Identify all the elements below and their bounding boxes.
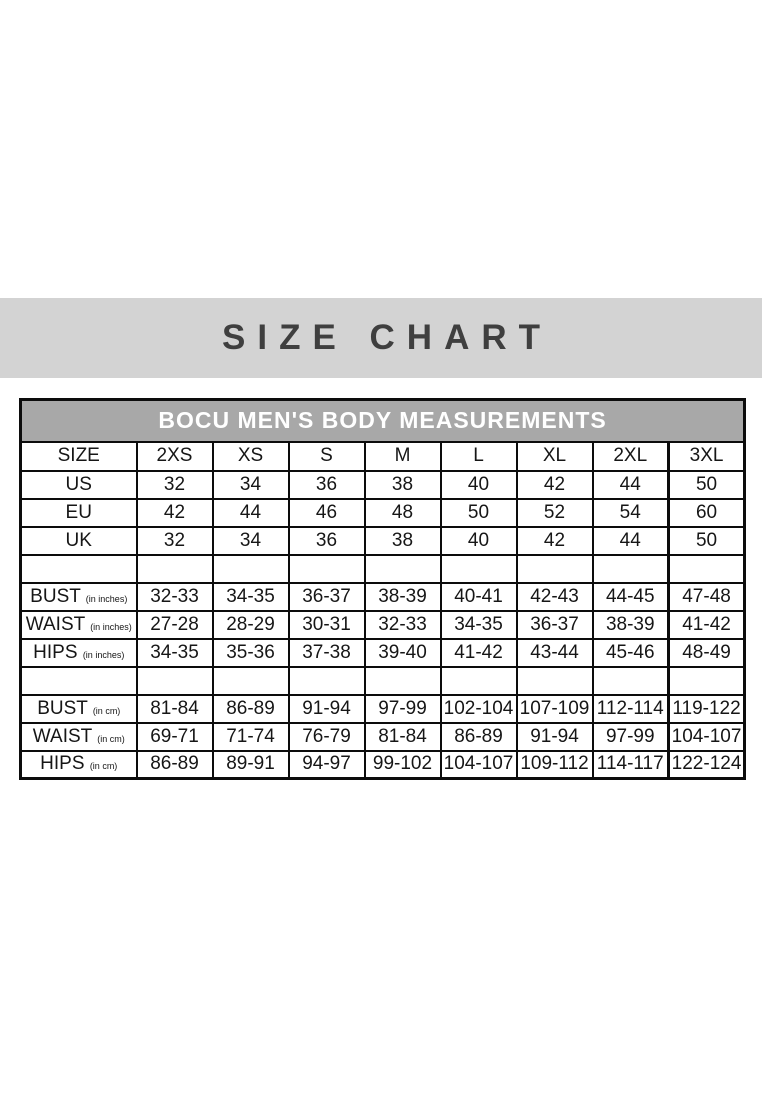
size-cell: 52 [517,499,593,527]
size-cell: 71-74 [213,723,289,751]
row-label-uk: UK [21,527,137,555]
size-cell: 34 [213,471,289,499]
table-row-hips-cm [21,751,745,779]
measurements-table [19,398,746,780]
unit-label: (in cm) [92,705,121,716]
size-cell: 119-122 [669,695,745,723]
size-cell: 91-94 [289,695,365,723]
spacer-row [21,555,745,583]
size-cell: 86-89 [213,695,289,723]
size-cell: 39-40 [365,639,441,667]
measurements-table-container [19,398,743,780]
size-cell: 41-42 [441,639,517,667]
size-header-label: SIZE [21,442,137,471]
size-header-cell: L [441,442,517,471]
table-row-uk [21,527,745,555]
size-cell: 54 [593,499,669,527]
size-cell: 38 [365,527,441,555]
size-header-cell: 2XS [137,442,213,471]
size-cell: 32-33 [365,611,441,639]
size-cell: 27-28 [137,611,213,639]
size-cell: 69-71 [137,723,213,751]
size-cell: 38 [365,471,441,499]
size-cell: 97-99 [593,723,669,751]
size-cell: 60 [669,499,745,527]
table-row-waist-cm [21,723,745,751]
size-cell: 36 [289,471,365,499]
table-row-bust-inches [21,583,745,611]
row-label-eu: EU [21,499,137,527]
size-cell: 34-35 [441,611,517,639]
size-cell: 40 [441,527,517,555]
size-cell: 47-48 [669,583,745,611]
row-label-us: US [21,471,137,499]
row-label-hips-cm: HIPS (in cm) [21,751,137,779]
size-cell: 34 [213,527,289,555]
size-cell: 40 [441,471,517,499]
size-cell: 42 [517,527,593,555]
size-header-cell: 3XL [669,442,745,471]
size-cell: 44 [593,527,669,555]
table-row-us [21,471,745,499]
size-cell: 107-109 [517,695,593,723]
unit-label: (in cm) [97,733,125,744]
row-label-hips-inches: HIPS (in inches) [21,639,137,667]
unit-label: (in inches) [82,649,125,660]
size-cell: 42 [517,471,593,499]
row-label-bust-inches: BUST (in inches) [21,583,137,611]
size-cell: 32 [137,527,213,555]
size-cell: 42 [137,499,213,527]
size-cell: 76-79 [289,723,365,751]
row-label-waist-inches: WAIST (in inches) [21,611,137,639]
size-cell: 50 [669,471,745,499]
size-cell: 81-84 [137,695,213,723]
size-cell: 89-91 [213,751,289,779]
size-cell: 50 [441,499,517,527]
size-cell: 40-41 [441,583,517,611]
size-cell: 48 [365,499,441,527]
size-cell: 91-94 [517,723,593,751]
size-cell: 28-29 [213,611,289,639]
table-row-eu [21,499,745,527]
size-chart-banner [0,298,762,378]
size-cell: 43-44 [517,639,593,667]
size-cell: 44-45 [593,583,669,611]
size-cell: 104-107 [441,751,517,779]
size-cell: 42-43 [517,583,593,611]
size-cell: 81-84 [365,723,441,751]
size-header-row [21,442,745,471]
size-cell: 44 [593,471,669,499]
size-header-cell: XL [517,442,593,471]
size-cell: 122-124 [669,751,745,779]
unit-label: (in cm) [89,761,118,772]
size-header-cell: 2XL [593,442,669,471]
size-cell: 97-99 [365,695,441,723]
size-cell: 34-35 [213,583,289,611]
size-cell: 86-89 [441,723,517,751]
unit-label: (in inches) [85,593,128,604]
unit-label: (in inches) [90,621,132,632]
table-row-waist-inches [21,611,745,639]
spacer-row [21,667,745,695]
size-cell: 32 [137,471,213,499]
size-cell: 102-104 [441,695,517,723]
table-row-bust-cm [21,695,745,723]
table-title: BOCU MEN'S BODY MEASUREMENTS [21,400,745,442]
size-cell: 36-37 [517,611,593,639]
size-cell: 104-107 [669,723,745,751]
size-header-cell: M [365,442,441,471]
size-cell: 38-39 [365,583,441,611]
size-cell: 37-38 [289,639,365,667]
size-cell: 44 [213,499,289,527]
size-cell: 99-102 [365,751,441,779]
size-cell: 45-46 [593,639,669,667]
size-cell: 41-42 [669,611,745,639]
table-row-hips-inches [21,639,745,667]
size-cell: 112-114 [593,695,669,723]
size-chart-title: SIZE CHART [222,318,552,357]
size-cell: 50 [669,527,745,555]
size-cell: 46 [289,499,365,527]
size-cell: 34-35 [137,639,213,667]
size-cell: 36 [289,527,365,555]
size-cell: 32-33 [137,583,213,611]
size-header-cell: S [289,442,365,471]
row-label-bust-cm: BUST (in cm) [21,695,137,723]
size-cell: 30-31 [289,611,365,639]
size-cell: 94-97 [289,751,365,779]
size-header-cell: XS [213,442,289,471]
size-cell: 36-37 [289,583,365,611]
size-cell: 38-39 [593,611,669,639]
size-cell: 48-49 [669,639,745,667]
size-cell: 109-112 [517,751,593,779]
size-cell: 114-117 [593,751,669,779]
size-cell: 86-89 [137,751,213,779]
row-label-waist-cm: WAIST (in cm) [21,723,137,751]
size-cell: 35-36 [213,639,289,667]
table-title-row [21,400,745,442]
